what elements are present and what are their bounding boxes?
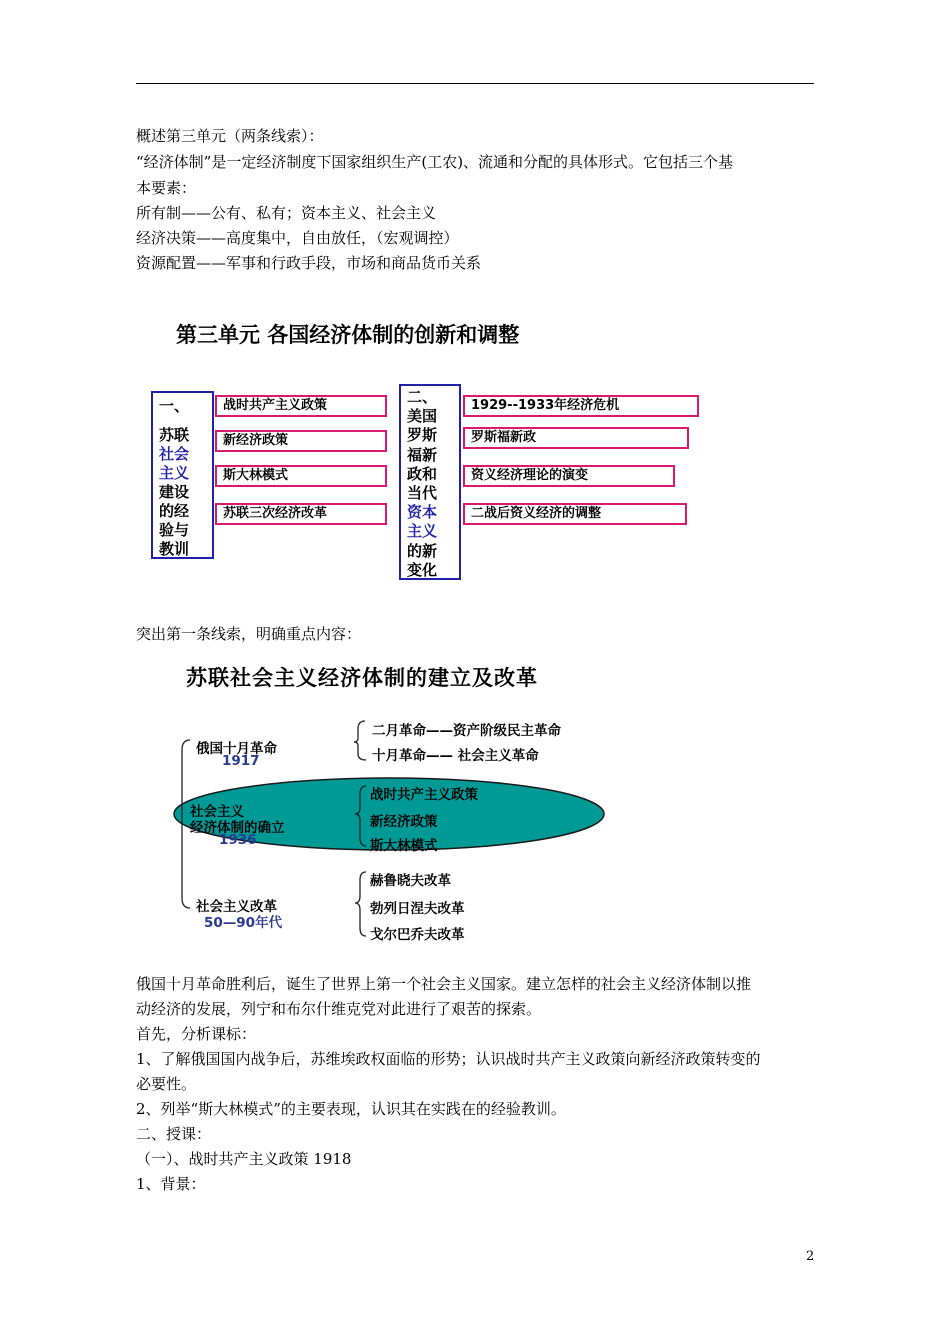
usa-item: 资义经济理论的演变 [463,465,675,487]
usa-topic-line: 主义 [407,522,438,541]
body-p3a: 1、了解俄国国内战争后，苏维埃政权面临的形势；认识战时共产主义政策向新经济政策转变的 [136,1050,761,1068]
ussr-topic-line: 的经 [159,502,190,520]
g2-label-2: 经济体制的确立 [190,820,285,836]
body-p7: 1、背景： [136,1175,206,1193]
usa-topic-line: 福新 [407,445,438,464]
body-p1a: 俄国十月革命胜利后，诞生了世界上第一个社会主义国家。建立怎样的社会主义经济体制以推 [136,975,752,993]
usa-item: 1929--1933年经济危机 [463,395,699,417]
intro-line-1: 概述第三单元（两条线索）： [136,127,324,145]
usa-topic-line: 的新 [407,541,438,560]
ussr-topic-line: 社会 [159,445,190,463]
g3-item: 戈尔巴乔夫改革 [370,927,465,943]
diagram2-title: 苏联社会主义经济体制的建立及改革 [186,666,538,690]
body-p1b: 动经济的发展，列宁和布尔什维克党对此进行了艰苦的探索。 [136,1000,542,1018]
ussr-topic-line: 一、 [159,397,190,415]
g2-item: 新经济政策 [370,814,438,830]
g3-year: 50—90年代 [204,915,283,931]
usa-topic-line: 变化 [407,560,438,579]
body-p4: 2、列举“斯大林模式”的主要表现，认识其在实践在的经验教训。 [136,1100,566,1118]
usa-topic-line: 资本 [407,503,438,522]
brace-3 [355,872,366,936]
g1-year: 1917 [222,753,260,769]
g2-label-1: 社会主义 [190,804,244,820]
g3-label: 社会主义改革 [196,899,277,915]
usa-topic-line: 政和 [407,464,438,483]
body-p6: （一）、战时共产主义政策 1918 [136,1150,352,1168]
diagram1-title: 第三单元 各国经济体制的创新和调整 [176,323,520,347]
usa-topic-line: 当代 [407,484,438,503]
brace-1 [354,721,366,760]
g2-item: 斯大林模式 [370,838,438,854]
body-p3b: 必要性。 [136,1075,197,1093]
ussr-topic-line: 验与 [159,521,190,539]
page-number: 2 [806,1249,815,1264]
g1-item: 十月革命—— 社会主义革命 [372,748,539,764]
ussr-item: 战时共产主义政策 [215,395,387,417]
usa-topic-line: 美国 [407,407,438,426]
usa-topic-line: 二、 [407,388,438,406]
mid-line: 突出第一条线索，明确重点内容： [136,625,362,643]
ussr-topic-line: 苏联 [159,426,190,444]
usa-item: 二战后资义经济的调整 [463,503,687,525]
ussr-item: 苏联三次经济改革 [215,503,387,525]
intro-line-2: “经济体制”是一定经济制度下国家组织生产(工农)、流通和分配的具体形式。它包括三个基 [136,153,734,171]
intro-line-5: 经济决策——高度集中，自由放任，（宏观调控） [136,229,459,247]
g3-item: 赫鲁晓夫改革 [370,873,451,889]
intro-line-3: 本要素： [136,179,197,197]
ussr-topic-line: 主义 [159,464,190,482]
body-p2: 首先，分析课标： [136,1025,257,1043]
ussr-item: 新经济政策 [215,430,387,452]
intro-line-4: 所有制——公有、私有；资本主义、社会主义 [136,204,437,222]
usa-topic-line: 罗斯 [407,426,438,445]
g2-year: 1936 [219,832,257,848]
ussr-topic-line: 教训 [159,540,190,558]
usa-item: 罗斯福新政 [463,427,689,449]
g1-label: 俄国十月革命 [196,741,277,757]
g1-item: 二月革命——资产阶级民主革命 [372,723,561,739]
ussr-topic-line: 建设 [159,483,190,501]
body-p5: 二、授课： [136,1125,212,1143]
g2-item: 战时共产主义政策 [370,787,478,803]
ussr-item: 斯大林模式 [215,465,387,487]
g3-item: 勃列日涅夫改革 [370,901,465,917]
intro-line-6: 资源配置——军事和行政手段，市场和商品货币关系 [136,254,482,272]
